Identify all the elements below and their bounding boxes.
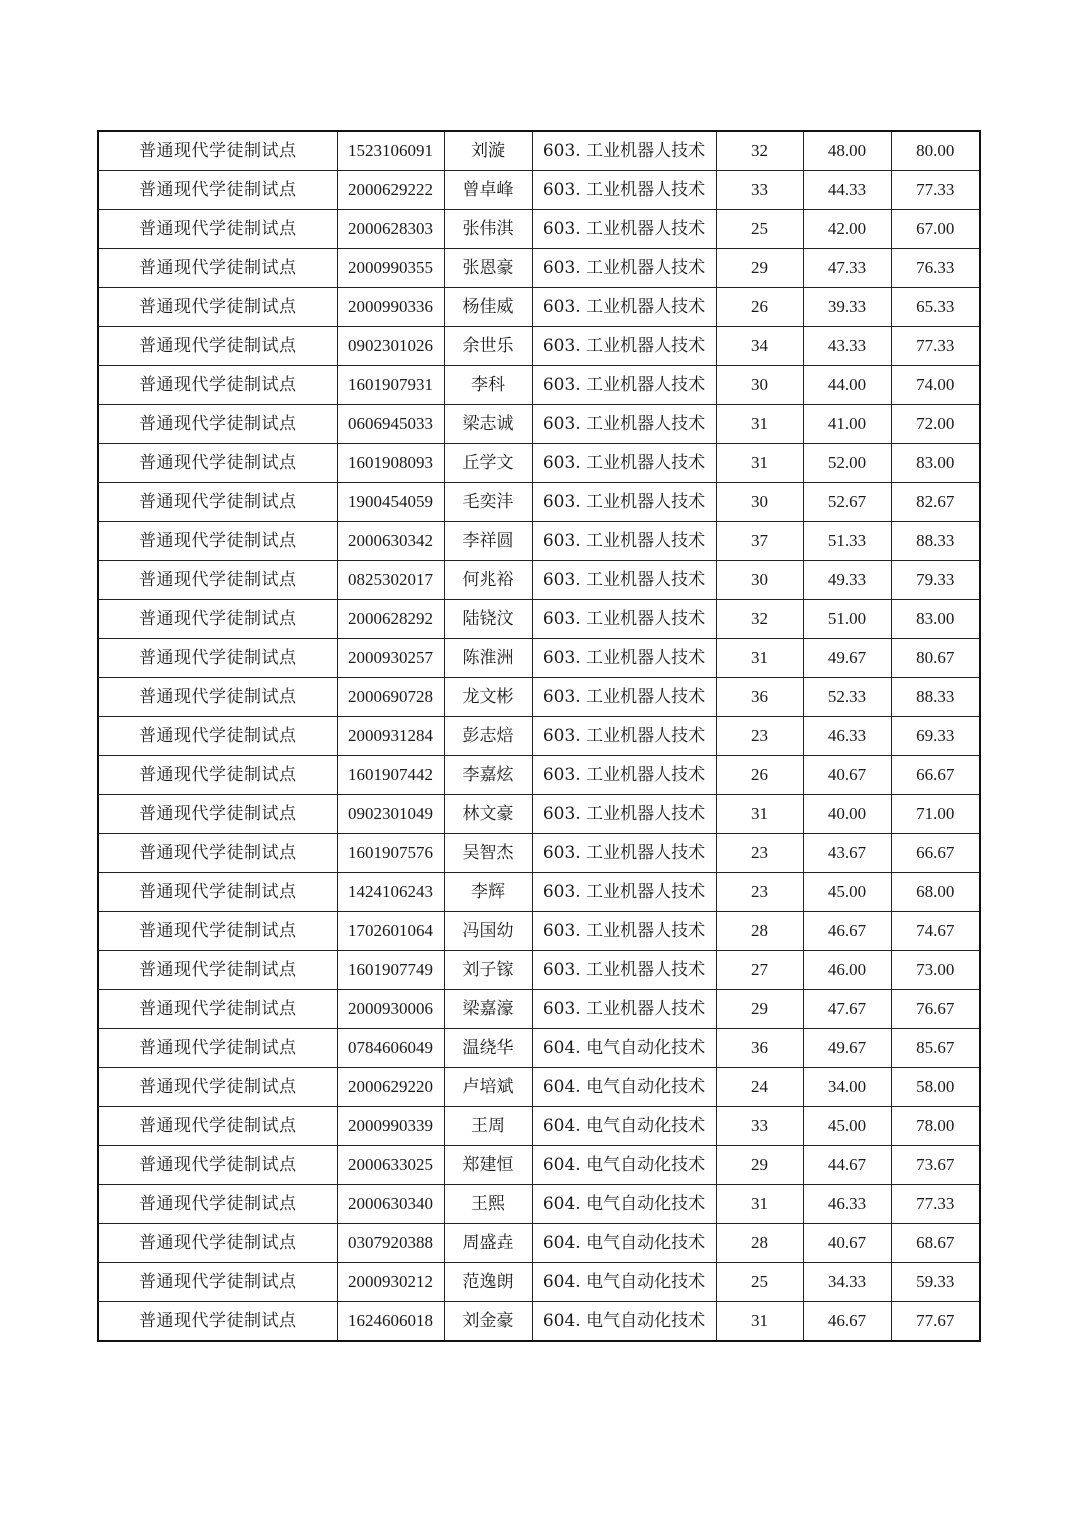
total-score-cell: 77.33 bbox=[891, 171, 980, 210]
total-score-cell: 59.33 bbox=[891, 1263, 980, 1302]
name-cell: 张恩豪 bbox=[444, 249, 532, 288]
category-cell: 普通现代学徒制试点 bbox=[98, 717, 337, 756]
total-score-cell: 73.00 bbox=[891, 951, 980, 990]
name-cell: 丘学文 bbox=[444, 444, 532, 483]
candidate-id-cell: 1601907442 bbox=[337, 756, 444, 795]
score2-cell: 45.00 bbox=[803, 1107, 891, 1146]
category-cell: 普通现代学徒制试点 bbox=[98, 873, 337, 912]
score2-cell: 46.67 bbox=[803, 912, 891, 951]
table-row bbox=[98, 131, 980, 171]
category-cell: 普通现代学徒制试点 bbox=[98, 444, 337, 483]
table-row bbox=[98, 327, 980, 366]
major-cell: 603. 工业机器人技术 bbox=[532, 717, 716, 756]
major-cell: 603. 工业机器人技术 bbox=[532, 912, 716, 951]
total-score-cell: 80.67 bbox=[891, 639, 980, 678]
major-cell: 604. 电气自动化技术 bbox=[532, 1068, 716, 1107]
score1-cell: 32 bbox=[716, 131, 803, 171]
score2-cell: 49.67 bbox=[803, 1029, 891, 1068]
score2-cell: 44.67 bbox=[803, 1146, 891, 1185]
category-cell: 普通现代学徒制试点 bbox=[98, 990, 337, 1029]
table-row bbox=[98, 678, 980, 717]
score1-cell: 33 bbox=[716, 171, 803, 210]
candidate-id-cell: 2000630340 bbox=[337, 1185, 444, 1224]
total-score-cell: 68.00 bbox=[891, 873, 980, 912]
category-cell: 普通现代学徒制试点 bbox=[98, 561, 337, 600]
major-cell: 603. 工业机器人技术 bbox=[532, 288, 716, 327]
name-cell: 刘子镓 bbox=[444, 951, 532, 990]
major-cell: 603. 工业机器人技术 bbox=[532, 990, 716, 1029]
name-cell: 余世乐 bbox=[444, 327, 532, 366]
name-cell: 张伟淇 bbox=[444, 210, 532, 249]
score2-cell: 52.33 bbox=[803, 678, 891, 717]
score2-cell: 41.00 bbox=[803, 405, 891, 444]
total-score-cell: 73.67 bbox=[891, 1146, 980, 1185]
score1-cell: 23 bbox=[716, 873, 803, 912]
table-row bbox=[98, 990, 980, 1029]
total-score-cell: 76.67 bbox=[891, 990, 980, 1029]
score2-cell: 39.33 bbox=[803, 288, 891, 327]
candidate-id-cell: 0606945033 bbox=[337, 405, 444, 444]
total-score-cell: 74.00 bbox=[891, 366, 980, 405]
major-cell: 604. 电气自动化技术 bbox=[532, 1146, 716, 1185]
table-row bbox=[98, 639, 980, 678]
name-cell: 李祥圆 bbox=[444, 522, 532, 561]
category-cell: 普通现代学徒制试点 bbox=[98, 483, 337, 522]
score2-cell: 47.67 bbox=[803, 990, 891, 1029]
score1-cell: 31 bbox=[716, 444, 803, 483]
candidate-id-cell: 1702601064 bbox=[337, 912, 444, 951]
total-score-cell: 83.00 bbox=[891, 600, 980, 639]
table-row bbox=[98, 405, 980, 444]
category-cell: 普通现代学徒制试点 bbox=[98, 327, 337, 366]
name-cell: 郑建恒 bbox=[444, 1146, 532, 1185]
category-cell: 普通现代学徒制试点 bbox=[98, 600, 337, 639]
table-row bbox=[98, 1068, 980, 1107]
score1-cell: 27 bbox=[716, 951, 803, 990]
category-cell: 普通现代学徒制试点 bbox=[98, 366, 337, 405]
major-cell: 603. 工业机器人技术 bbox=[532, 249, 716, 288]
table-row bbox=[98, 717, 980, 756]
table-row bbox=[98, 1185, 980, 1224]
name-cell: 刘金豪 bbox=[444, 1302, 532, 1342]
category-cell: 普通现代学徒制试点 bbox=[98, 756, 337, 795]
score1-cell: 36 bbox=[716, 1029, 803, 1068]
table-row bbox=[98, 522, 980, 561]
major-cell: 603. 工业机器人技术 bbox=[532, 131, 716, 171]
total-score-cell: 66.67 bbox=[891, 756, 980, 795]
total-score-cell: 69.33 bbox=[891, 717, 980, 756]
candidate-id-cell: 0307920388 bbox=[337, 1224, 444, 1263]
name-cell: 龙文彬 bbox=[444, 678, 532, 717]
category-cell: 普通现代学徒制试点 bbox=[98, 1068, 337, 1107]
major-cell: 603. 工业机器人技术 bbox=[532, 834, 716, 873]
candidate-id-cell: 2000628292 bbox=[337, 600, 444, 639]
total-score-cell: 80.00 bbox=[891, 131, 980, 171]
major-cell: 604. 电气自动化技术 bbox=[532, 1224, 716, 1263]
total-score-cell: 88.33 bbox=[891, 522, 980, 561]
score2-cell: 43.67 bbox=[803, 834, 891, 873]
major-cell: 603. 工业机器人技术 bbox=[532, 561, 716, 600]
major-cell: 604. 电气自动化技术 bbox=[532, 1263, 716, 1302]
score2-cell: 40.00 bbox=[803, 795, 891, 834]
category-cell: 普通现代学徒制试点 bbox=[98, 912, 337, 951]
candidate-id-cell: 0784606049 bbox=[337, 1029, 444, 1068]
score1-cell: 33 bbox=[716, 1107, 803, 1146]
score1-cell: 26 bbox=[716, 756, 803, 795]
category-cell: 普通现代学徒制试点 bbox=[98, 1146, 337, 1185]
name-cell: 吴智杰 bbox=[444, 834, 532, 873]
total-score-cell: 77.33 bbox=[891, 327, 980, 366]
major-cell: 604. 电气自动化技术 bbox=[532, 1029, 716, 1068]
total-score-cell: 72.00 bbox=[891, 405, 980, 444]
name-cell: 李科 bbox=[444, 366, 532, 405]
score1-cell: 36 bbox=[716, 678, 803, 717]
candidate-id-cell: 1601908093 bbox=[337, 444, 444, 483]
score1-cell: 23 bbox=[716, 717, 803, 756]
score2-cell: 52.00 bbox=[803, 444, 891, 483]
candidate-id-cell: 2000930212 bbox=[337, 1263, 444, 1302]
name-cell: 范逸朗 bbox=[444, 1263, 532, 1302]
total-score-cell: 68.67 bbox=[891, 1224, 980, 1263]
score2-cell: 49.33 bbox=[803, 561, 891, 600]
score1-cell: 31 bbox=[716, 1185, 803, 1224]
candidate-id-cell: 2000630342 bbox=[337, 522, 444, 561]
score2-cell: 44.00 bbox=[803, 366, 891, 405]
total-score-cell: 67.00 bbox=[891, 210, 980, 249]
total-score-cell: 65.33 bbox=[891, 288, 980, 327]
category-cell: 普通现代学徒制试点 bbox=[98, 834, 337, 873]
name-cell: 林文豪 bbox=[444, 795, 532, 834]
table-row bbox=[98, 912, 980, 951]
table-row bbox=[98, 366, 980, 405]
score2-cell: 44.33 bbox=[803, 171, 891, 210]
name-cell: 陆铙汶 bbox=[444, 600, 532, 639]
name-cell: 周盛垚 bbox=[444, 1224, 532, 1263]
table-row bbox=[98, 834, 980, 873]
candidate-id-cell: 2000629222 bbox=[337, 171, 444, 210]
name-cell: 王熙 bbox=[444, 1185, 532, 1224]
score1-cell: 34 bbox=[716, 327, 803, 366]
total-score-cell: 78.00 bbox=[891, 1107, 980, 1146]
score1-cell: 32 bbox=[716, 600, 803, 639]
name-cell: 冯国幼 bbox=[444, 912, 532, 951]
candidate-id-cell: 2000930257 bbox=[337, 639, 444, 678]
major-cell: 603. 工业机器人技术 bbox=[532, 756, 716, 795]
major-cell: 603. 工业机器人技术 bbox=[532, 405, 716, 444]
total-score-cell: 66.67 bbox=[891, 834, 980, 873]
total-score-cell: 83.00 bbox=[891, 444, 980, 483]
name-cell: 彭志焙 bbox=[444, 717, 532, 756]
candidate-id-cell: 1601907576 bbox=[337, 834, 444, 873]
name-cell: 梁志诚 bbox=[444, 405, 532, 444]
total-score-cell: 77.33 bbox=[891, 1185, 980, 1224]
total-score-cell: 71.00 bbox=[891, 795, 980, 834]
category-cell: 普通现代学徒制试点 bbox=[98, 951, 337, 990]
score2-cell: 51.00 bbox=[803, 600, 891, 639]
category-cell: 普通现代学徒制试点 bbox=[98, 1263, 337, 1302]
major-cell: 603. 工业机器人技术 bbox=[532, 522, 716, 561]
major-cell: 603. 工业机器人技术 bbox=[532, 171, 716, 210]
category-cell: 普通现代学徒制试点 bbox=[98, 678, 337, 717]
category-cell: 普通现代学徒制试点 bbox=[98, 210, 337, 249]
candidate-id-cell: 1523106091 bbox=[337, 131, 444, 171]
score1-cell: 28 bbox=[716, 1224, 803, 1263]
table-row bbox=[98, 249, 980, 288]
score1-cell: 37 bbox=[716, 522, 803, 561]
total-score-cell: 76.33 bbox=[891, 249, 980, 288]
candidate-id-cell: 1601907749 bbox=[337, 951, 444, 990]
major-cell: 604. 电气自动化技术 bbox=[532, 1107, 716, 1146]
score2-cell: 52.67 bbox=[803, 483, 891, 522]
name-cell: 王周 bbox=[444, 1107, 532, 1146]
score-table bbox=[97, 130, 981, 1342]
candidate-id-cell: 0902301049 bbox=[337, 795, 444, 834]
score2-cell: 40.67 bbox=[803, 756, 891, 795]
score1-cell: 30 bbox=[716, 366, 803, 405]
table-row bbox=[98, 483, 980, 522]
major-cell: 603. 工业机器人技术 bbox=[532, 327, 716, 366]
table-row bbox=[98, 1146, 980, 1185]
candidate-id-cell: 1601907931 bbox=[337, 366, 444, 405]
name-cell: 毛奕沣 bbox=[444, 483, 532, 522]
name-cell: 曾卓峰 bbox=[444, 171, 532, 210]
candidate-id-cell: 2000990355 bbox=[337, 249, 444, 288]
major-cell: 603. 工业机器人技术 bbox=[532, 210, 716, 249]
score1-cell: 31 bbox=[716, 639, 803, 678]
candidate-id-cell: 0825302017 bbox=[337, 561, 444, 600]
category-cell: 普通现代学徒制试点 bbox=[98, 639, 337, 678]
category-cell: 普通现代学徒制试点 bbox=[98, 131, 337, 171]
category-cell: 普通现代学徒制试点 bbox=[98, 171, 337, 210]
score1-cell: 25 bbox=[716, 1263, 803, 1302]
category-cell: 普通现代学徒制试点 bbox=[98, 1224, 337, 1263]
score1-cell: 26 bbox=[716, 288, 803, 327]
score2-cell: 34.33 bbox=[803, 1263, 891, 1302]
score2-cell: 43.33 bbox=[803, 327, 891, 366]
major-cell: 603. 工业机器人技术 bbox=[532, 873, 716, 912]
candidate-id-cell: 2000633025 bbox=[337, 1146, 444, 1185]
candidate-id-cell: 0902301026 bbox=[337, 327, 444, 366]
name-cell: 卢培斌 bbox=[444, 1068, 532, 1107]
score2-cell: 34.00 bbox=[803, 1068, 891, 1107]
score1-cell: 28 bbox=[716, 912, 803, 951]
total-score-cell: 79.33 bbox=[891, 561, 980, 600]
score1-cell: 31 bbox=[716, 405, 803, 444]
score2-cell: 46.33 bbox=[803, 1185, 891, 1224]
table-body bbox=[98, 131, 980, 1341]
category-cell: 普通现代学徒制试点 bbox=[98, 1185, 337, 1224]
table-row bbox=[98, 210, 980, 249]
table-row bbox=[98, 795, 980, 834]
table-row bbox=[98, 1263, 980, 1302]
score1-cell: 29 bbox=[716, 249, 803, 288]
candidate-id-cell: 1900454059 bbox=[337, 483, 444, 522]
major-cell: 603. 工业机器人技术 bbox=[532, 366, 716, 405]
score2-cell: 49.67 bbox=[803, 639, 891, 678]
candidate-id-cell: 2000931284 bbox=[337, 717, 444, 756]
total-score-cell: 77.67 bbox=[891, 1302, 980, 1342]
category-cell: 普通现代学徒制试点 bbox=[98, 1107, 337, 1146]
total-score-cell: 85.67 bbox=[891, 1029, 980, 1068]
name-cell: 杨佳威 bbox=[444, 288, 532, 327]
table-row bbox=[98, 1107, 980, 1146]
score2-cell: 46.33 bbox=[803, 717, 891, 756]
score1-cell: 24 bbox=[716, 1068, 803, 1107]
table-row bbox=[98, 1029, 980, 1068]
total-score-cell: 88.33 bbox=[891, 678, 980, 717]
total-score-cell: 58.00 bbox=[891, 1068, 980, 1107]
score1-cell: 30 bbox=[716, 483, 803, 522]
major-cell: 603. 工业机器人技术 bbox=[532, 483, 716, 522]
candidate-id-cell: 2000629220 bbox=[337, 1068, 444, 1107]
score2-cell: 45.00 bbox=[803, 873, 891, 912]
major-cell: 603. 工业机器人技术 bbox=[532, 951, 716, 990]
candidate-id-cell: 1424106243 bbox=[337, 873, 444, 912]
major-cell: 603. 工业机器人技术 bbox=[532, 639, 716, 678]
score1-cell: 23 bbox=[716, 834, 803, 873]
score2-cell: 51.33 bbox=[803, 522, 891, 561]
category-cell: 普通现代学徒制试点 bbox=[98, 795, 337, 834]
score2-cell: 48.00 bbox=[803, 131, 891, 171]
candidate-id-cell: 2000930006 bbox=[337, 990, 444, 1029]
score1-cell: 30 bbox=[716, 561, 803, 600]
score1-cell: 31 bbox=[716, 795, 803, 834]
total-score-cell: 74.67 bbox=[891, 912, 980, 951]
table-row bbox=[98, 756, 980, 795]
score2-cell: 40.67 bbox=[803, 1224, 891, 1263]
score2-cell: 42.00 bbox=[803, 210, 891, 249]
score2-cell: 47.33 bbox=[803, 249, 891, 288]
major-cell: 604. 电气自动化技术 bbox=[532, 1302, 716, 1342]
major-cell: 603. 工业机器人技术 bbox=[532, 600, 716, 639]
table-row bbox=[98, 1224, 980, 1263]
score2-cell: 46.00 bbox=[803, 951, 891, 990]
table-row bbox=[98, 873, 980, 912]
candidate-id-cell: 2000628303 bbox=[337, 210, 444, 249]
category-cell: 普通现代学徒制试点 bbox=[98, 405, 337, 444]
table-row bbox=[98, 600, 980, 639]
major-cell: 603. 工业机器人技术 bbox=[532, 444, 716, 483]
name-cell: 李辉 bbox=[444, 873, 532, 912]
name-cell: 刘漩 bbox=[444, 131, 532, 171]
score1-cell: 31 bbox=[716, 1302, 803, 1342]
table-row bbox=[98, 1302, 980, 1342]
score2-cell: 46.67 bbox=[803, 1302, 891, 1342]
name-cell: 梁嘉濠 bbox=[444, 990, 532, 1029]
name-cell: 何兆裕 bbox=[444, 561, 532, 600]
score1-cell: 25 bbox=[716, 210, 803, 249]
candidate-id-cell: 2000990336 bbox=[337, 288, 444, 327]
major-cell: 603. 工业机器人技术 bbox=[532, 678, 716, 717]
table-row bbox=[98, 444, 980, 483]
major-cell: 604. 电气自动化技术 bbox=[532, 1185, 716, 1224]
category-cell: 普通现代学徒制试点 bbox=[98, 522, 337, 561]
category-cell: 普通现代学徒制试点 bbox=[98, 249, 337, 288]
total-score-cell: 82.67 bbox=[891, 483, 980, 522]
candidate-id-cell: 2000690728 bbox=[337, 678, 444, 717]
major-cell: 603. 工业机器人技术 bbox=[532, 795, 716, 834]
candidate-id-cell: 1624606018 bbox=[337, 1302, 444, 1342]
category-cell: 普通现代学徒制试点 bbox=[98, 1029, 337, 1068]
table-row bbox=[98, 951, 980, 990]
table-row bbox=[98, 288, 980, 327]
table-row bbox=[98, 171, 980, 210]
name-cell: 李嘉炫 bbox=[444, 756, 532, 795]
candidate-id-cell: 2000990339 bbox=[337, 1107, 444, 1146]
score1-cell: 29 bbox=[716, 1146, 803, 1185]
name-cell: 陈淮洲 bbox=[444, 639, 532, 678]
category-cell: 普通现代学徒制试点 bbox=[98, 288, 337, 327]
score1-cell: 29 bbox=[716, 990, 803, 1029]
category-cell: 普通现代学徒制试点 bbox=[98, 1302, 337, 1342]
name-cell: 温绕华 bbox=[444, 1029, 532, 1068]
table-row bbox=[98, 561, 980, 600]
